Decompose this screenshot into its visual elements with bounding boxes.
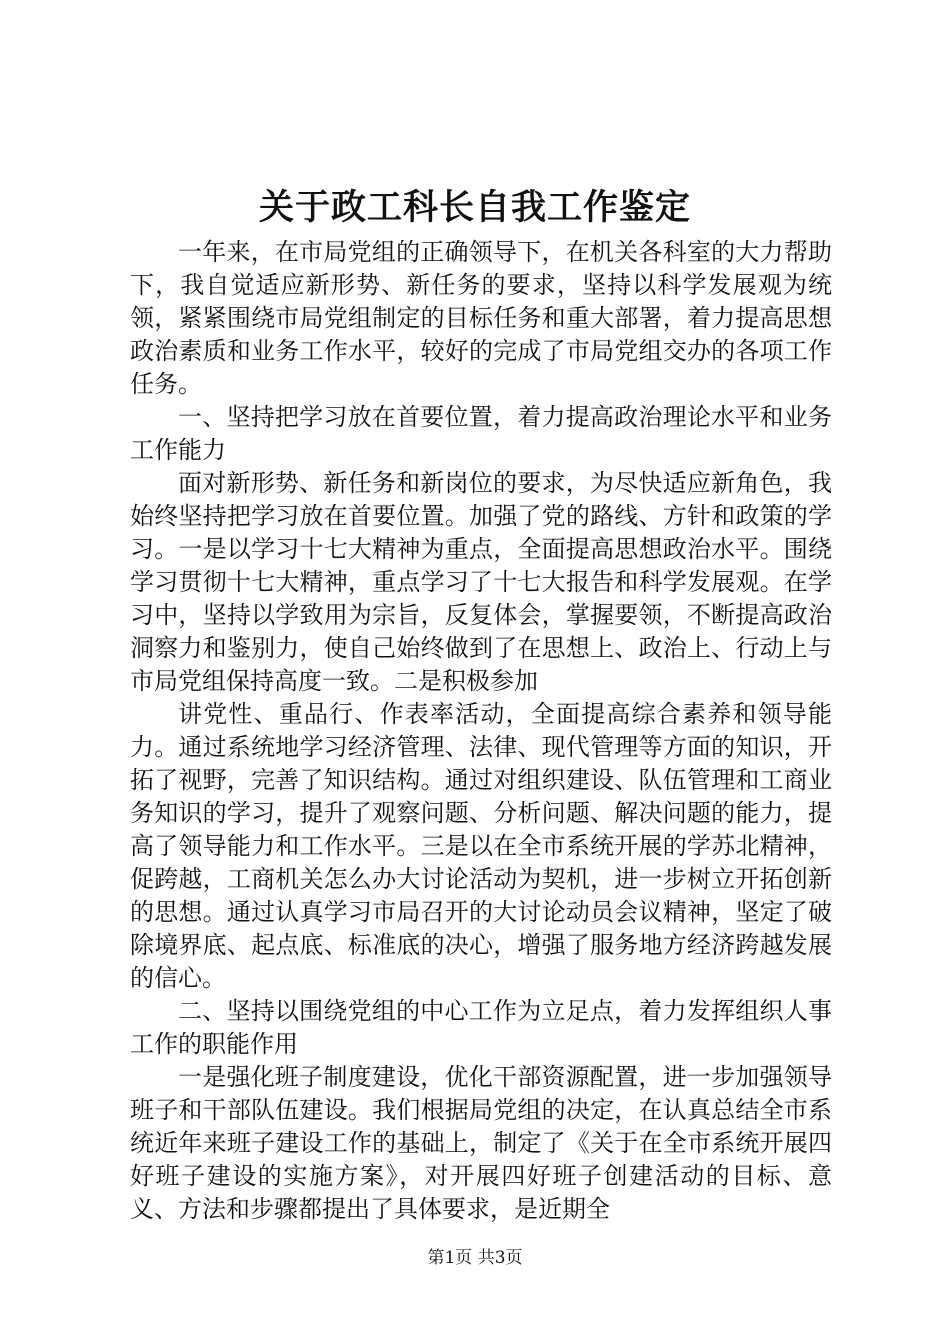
paragraph-team-building: 一是强化班子制度建设，优化干部资源配置，进一步加强领导班子和干部队伍建设。我们根据局党组的决定，在认真总结全市系统近年来班子建设工作的基础上，制定了《关于在全市系统开展四好班子建设的实施方案》，对开展四好班子创建活动的目标、意义、方法和步骤都提出了具体要求，是近期全: [130, 1063, 832, 1223]
paragraph-intro: 一年来，在市局党组的正确领导下，在机关各科室的大力帮助下，我自觉适应新形势、新任务的要求，坚持以科学发展观为统领，紧紧围绕市局党组制定的目标任务和重大部署，着力提高思想政治素质和业务工作水平，较好的完成了市局党组交办的各项工作任务。: [130, 238, 832, 398]
page-number-footer: 第1页 共3页: [427, 1248, 523, 1268]
section-heading-1: 一、坚持把学习放在首要位置，着力提高政治理论水平和业务工作能力: [130, 403, 832, 464]
section-heading-2: 二、坚持以围绕党组的中心工作为立足点，着力发挥组织人事工作的职能作用: [130, 997, 832, 1058]
document-body: [130, 236, 832, 1226]
document-title: 关于政工科长自我工作鉴定: [258, 187, 691, 228]
paragraph-study: 面对新形势、新任务和新岗位的要求，为尽快适应新角色，我始终坚持把学习放在首要位置。加强了党的路线、方针和政策的学习。一是以学习十七大精神为重点，全面提高思想政治水平。围绕学习贯彻十七大精神，重点学习了十七大报告和科学发展观。在学习中，坚持以学致用为宗旨，反复体会，掌握要领，不断提高政治洞察力和鉴别力，使自己始终做到了在思想上、政治上、行动上与市局党组保持高度一致。二是积极参加: [130, 469, 832, 695]
paragraph-party-activities: 讲党性、重品行、作表率活动，全面提高综合素养和领导能力。通过系统地学习经济管理、法律、现代管理等方面的知识，开拓了视野，完善了知识结构。通过对组织建设、队伍管理和工商业务知识的学习，提升了观察问题、分析问题、解决问题的能力，提高了领导能力和工作水平。三是以在全市系统开展的学苏北精神，促跨越，工商机关怎么办大讨论活动为契机，进一步树立开拓创新的思想。通过认真学习市局召开的大讨论动员会议精神，坚定了破除境界底、起点底、标准底的决心，增强了服务地方经济跨越发展的信心。: [130, 700, 832, 992]
